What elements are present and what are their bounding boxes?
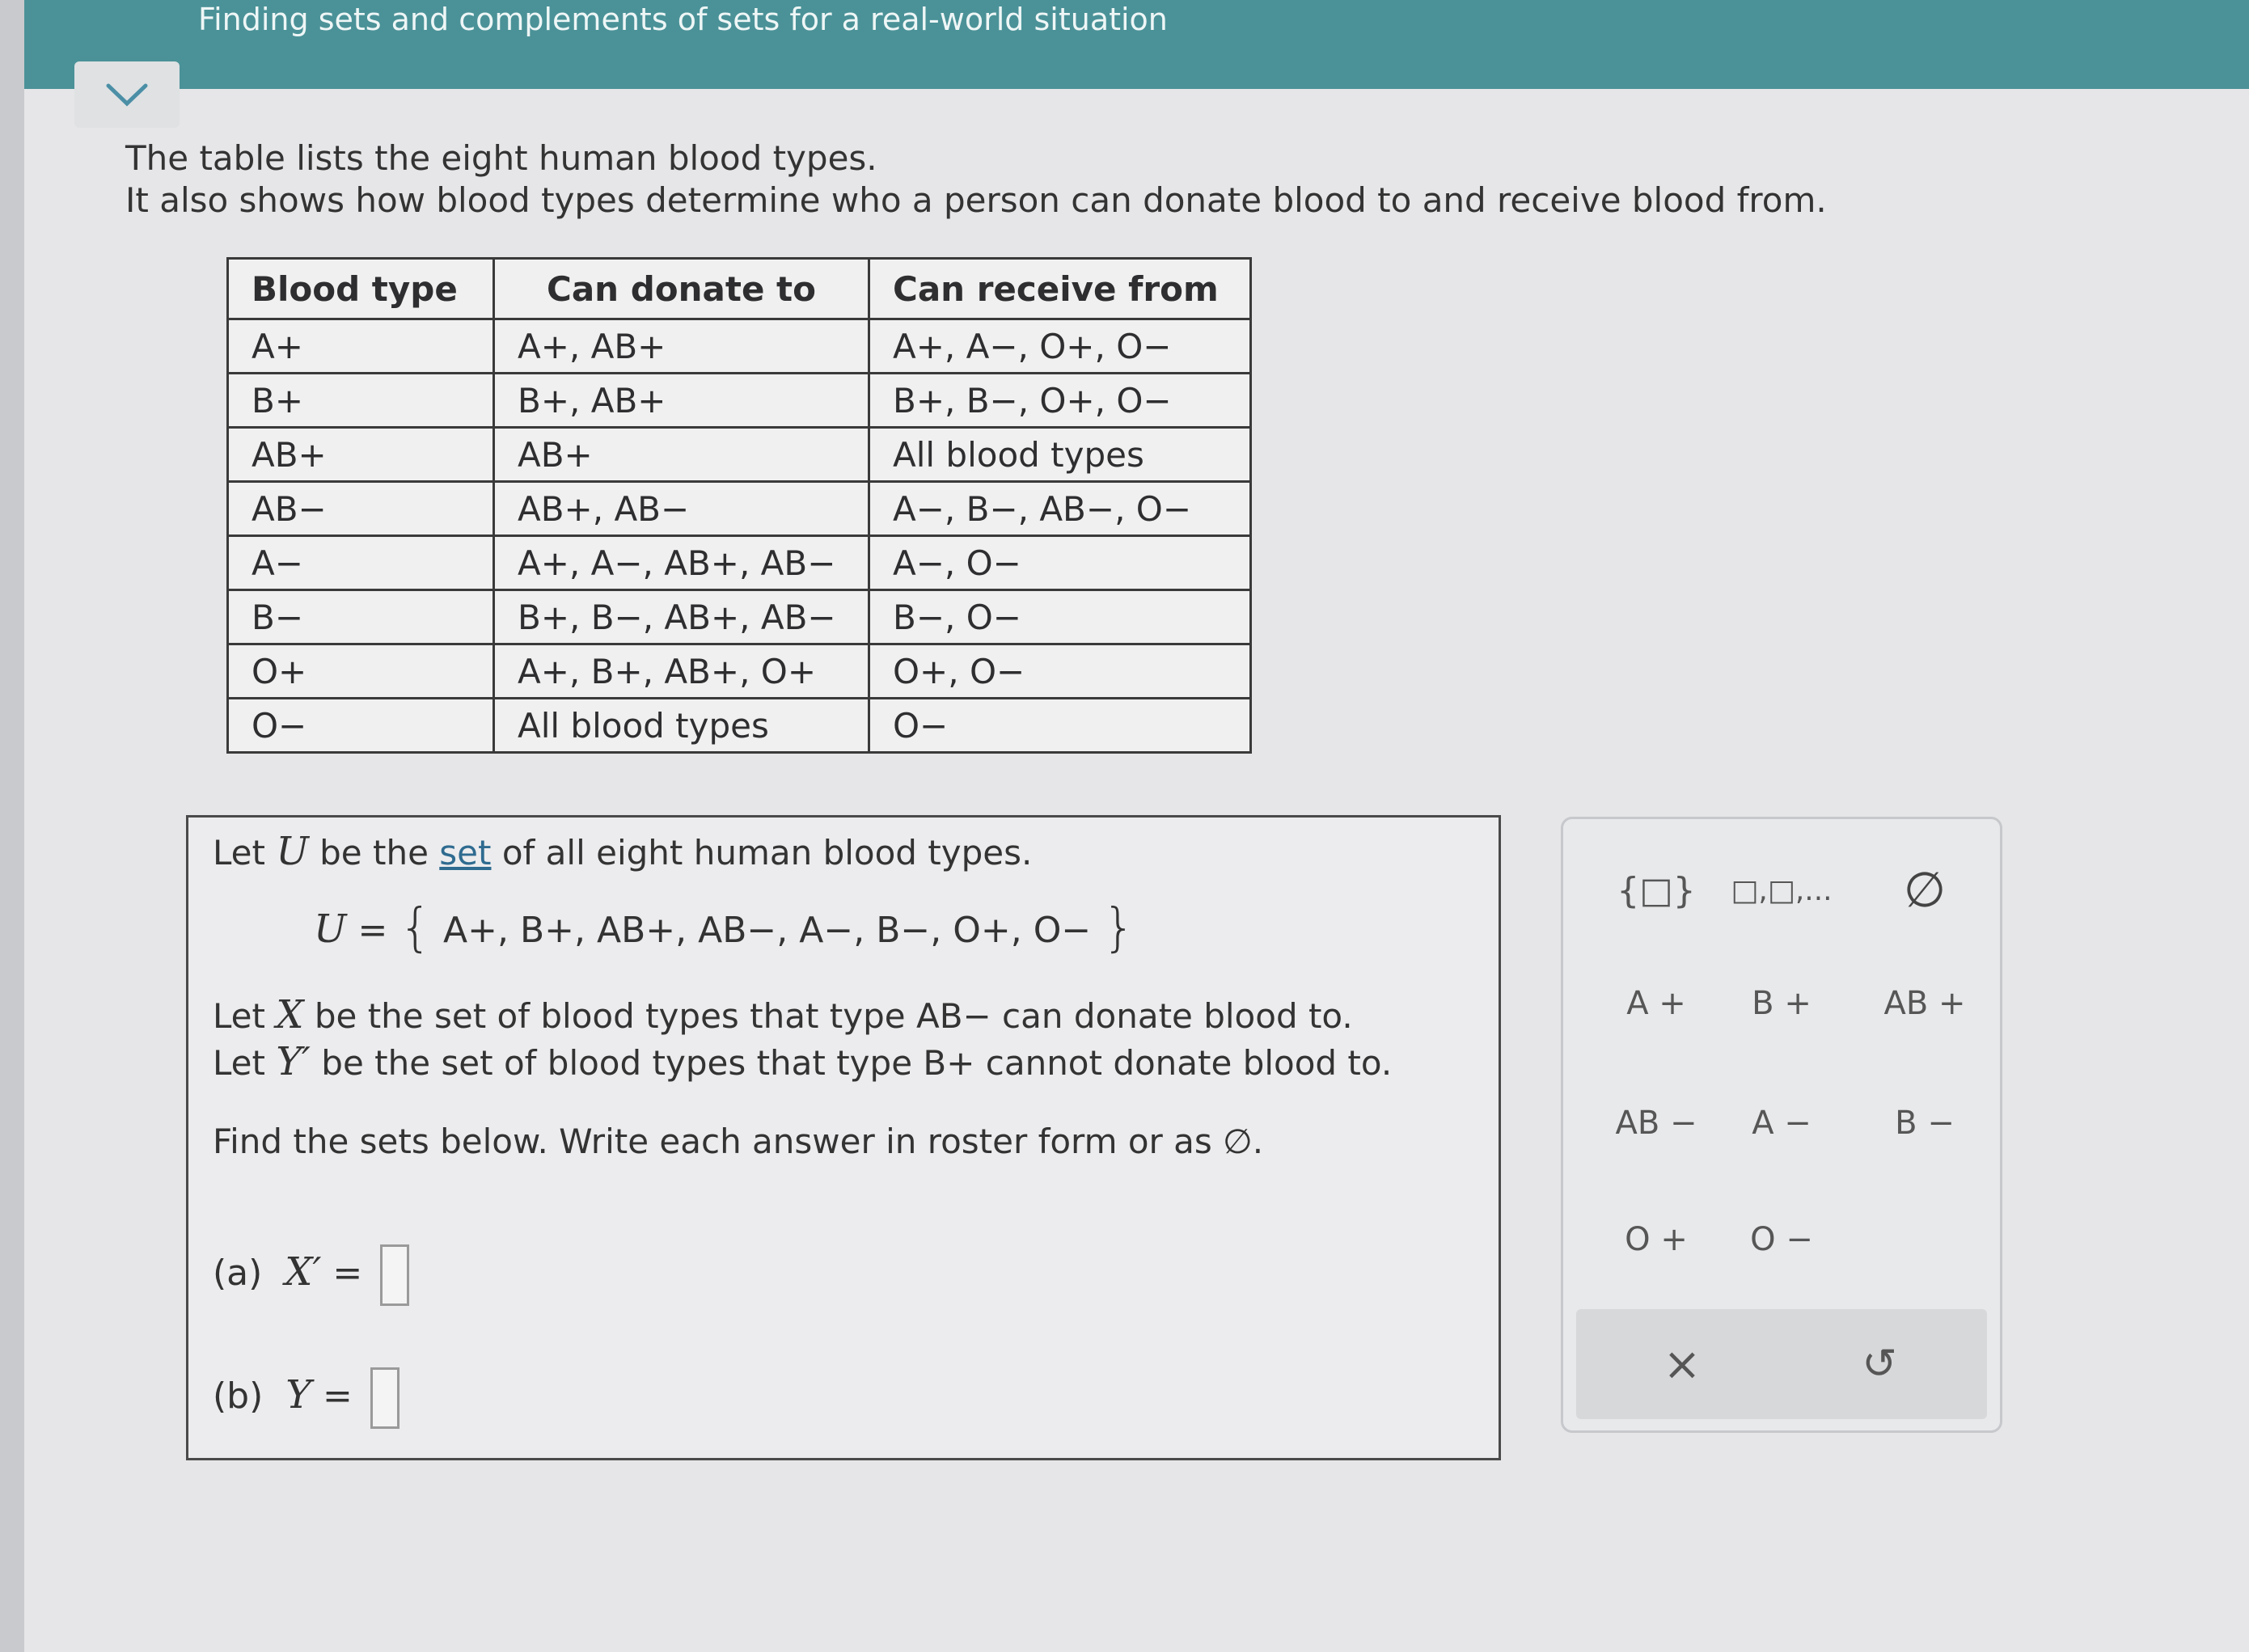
table-row (228, 319, 1251, 374)
text-x-description: be the set of blood types that type AB− can donate blood to. (314, 996, 1353, 1036)
keypad-action-bar (1576, 1309, 1987, 1419)
table-row (228, 428, 1251, 482)
answer-b-input[interactable] (370, 1367, 399, 1429)
chevron-down-icon (105, 81, 149, 108)
close-brace: } (1102, 898, 1135, 958)
var-y: Y (285, 1372, 311, 1418)
universe-equals: = (357, 910, 388, 951)
cell-blood-type: O− (228, 699, 494, 753)
key-b-plus[interactable]: B + (1752, 985, 1811, 1022)
key-o-minus[interactable]: O − (1750, 1221, 1813, 1258)
empty-set-button[interactable]: ∅ (1903, 862, 1947, 919)
table-row (228, 590, 1251, 644)
universe-elements: A+, B+, AB+, AB−, A−, B−, O+, O− (443, 910, 1092, 951)
key-ab-plus[interactable]: AB + (1883, 985, 1966, 1022)
cell-blood-type: A+ (228, 319, 494, 374)
answer-a-input[interactable] (380, 1244, 409, 1306)
equals-sign: = (332, 1253, 363, 1294)
set-definition-link[interactable]: set (439, 833, 492, 872)
instruction-text: Find the sets below. Write each answer in roster form or as ∅. (213, 1122, 1264, 1161)
text-universe-suffix: of all eight human blood types. (501, 833, 1033, 872)
col-header-can-donate: Can donate to (494, 259, 869, 319)
text-let: Let (213, 1043, 265, 1083)
math-keypad (1561, 817, 2002, 1433)
table-row (228, 482, 1251, 536)
universe-definition (213, 829, 1032, 874)
table-header-row (228, 259, 1251, 319)
y-definition (213, 1039, 1392, 1084)
cell-blood-type: AB+ (228, 428, 494, 482)
key-b-minus[interactable]: B − (1895, 1105, 1955, 1142)
cell-blood-type: B+ (228, 374, 494, 428)
part-b (213, 1367, 399, 1429)
cell-blood-type: AB− (228, 482, 494, 536)
text-let: Let (213, 996, 265, 1036)
cell-can-donate: A+, AB+ (494, 319, 869, 374)
key-a-plus[interactable]: A + (1626, 985, 1686, 1022)
cell-blood-type: B− (228, 590, 494, 644)
cell-can-donate: AB+, AB− (494, 482, 869, 536)
cell-can-receive: O− (869, 699, 1251, 753)
cell-can-receive: A−, O− (869, 536, 1251, 590)
undo-button[interactable]: ↺ (1862, 1340, 1897, 1388)
key-ab-minus[interactable]: AB − (1615, 1105, 1697, 1142)
intro-line-1: The table lists the eight human blood types. (125, 138, 877, 178)
universe-lhs: U (314, 906, 347, 952)
var-u: U (276, 829, 309, 874)
table-row (228, 644, 1251, 699)
cell-can-receive: All blood types (869, 428, 1251, 482)
cell-can-donate: B+, B−, AB+, AB− (494, 590, 869, 644)
cell-blood-type: O+ (228, 644, 494, 699)
cell-can-receive: O+, O− (869, 644, 1251, 699)
var-x: X (276, 992, 304, 1037)
text-let: Let (213, 833, 265, 872)
cell-can-donate: AB+ (494, 428, 869, 482)
cell-can-receive: A−, B−, AB−, O− (869, 482, 1251, 536)
list-elements-button[interactable]: □,□,... (1731, 873, 1833, 907)
table-row (228, 699, 1251, 753)
cell-can-receive: B+, B−, O+, O− (869, 374, 1251, 428)
cell-can-receive: B−, O− (869, 590, 1251, 644)
intro-text (125, 137, 1827, 222)
var-y-prime: Y′ (276, 1039, 311, 1084)
cell-can-donate: A+, A−, AB+, AB− (494, 536, 869, 590)
clear-button[interactable]: × (1663, 1337, 1702, 1391)
part-a (213, 1244, 409, 1306)
collapse-button[interactable] (74, 61, 180, 128)
key-o-plus[interactable]: O + (1625, 1221, 1688, 1258)
table-row (228, 536, 1251, 590)
part-b-label: (b) (213, 1375, 264, 1417)
blood-type-table (226, 257, 1252, 754)
cell-can-receive: A+, A−, O+, O− (869, 319, 1251, 374)
universe-set (314, 898, 1135, 958)
text-y-description: be the set of blood types that type B+ cannot donate blood to. (321, 1043, 1393, 1083)
equals-sign: = (322, 1375, 353, 1417)
col-header-blood-type: Blood type (228, 259, 494, 319)
cell-blood-type: A− (228, 536, 494, 590)
intro-line-2: It also shows how blood types determine who a person can donate blood to and receive blood from. (125, 180, 1827, 220)
question-box (186, 815, 1501, 1460)
cell-can-donate: A+, B+, AB+, O+ (494, 644, 869, 699)
var-x-prime: X′ (285, 1249, 322, 1295)
left-strip (0, 0, 24, 1652)
text-be-the: be the (319, 833, 429, 872)
set-braces-button[interactable]: {□} (1617, 869, 1696, 911)
key-a-minus[interactable]: A − (1752, 1105, 1811, 1142)
open-brace: { (399, 898, 433, 958)
page-title: Finding sets and complements of sets for a real-world situation (198, 2, 1168, 37)
cell-can-donate: B+, AB+ (494, 374, 869, 428)
part-a-label: (a) (213, 1253, 263, 1294)
cell-can-donate: All blood types (494, 699, 869, 753)
header-bar (24, 0, 2249, 89)
x-definition (213, 992, 1353, 1037)
col-header-can-receive: Can receive from (869, 259, 1251, 319)
table-row (228, 374, 1251, 428)
